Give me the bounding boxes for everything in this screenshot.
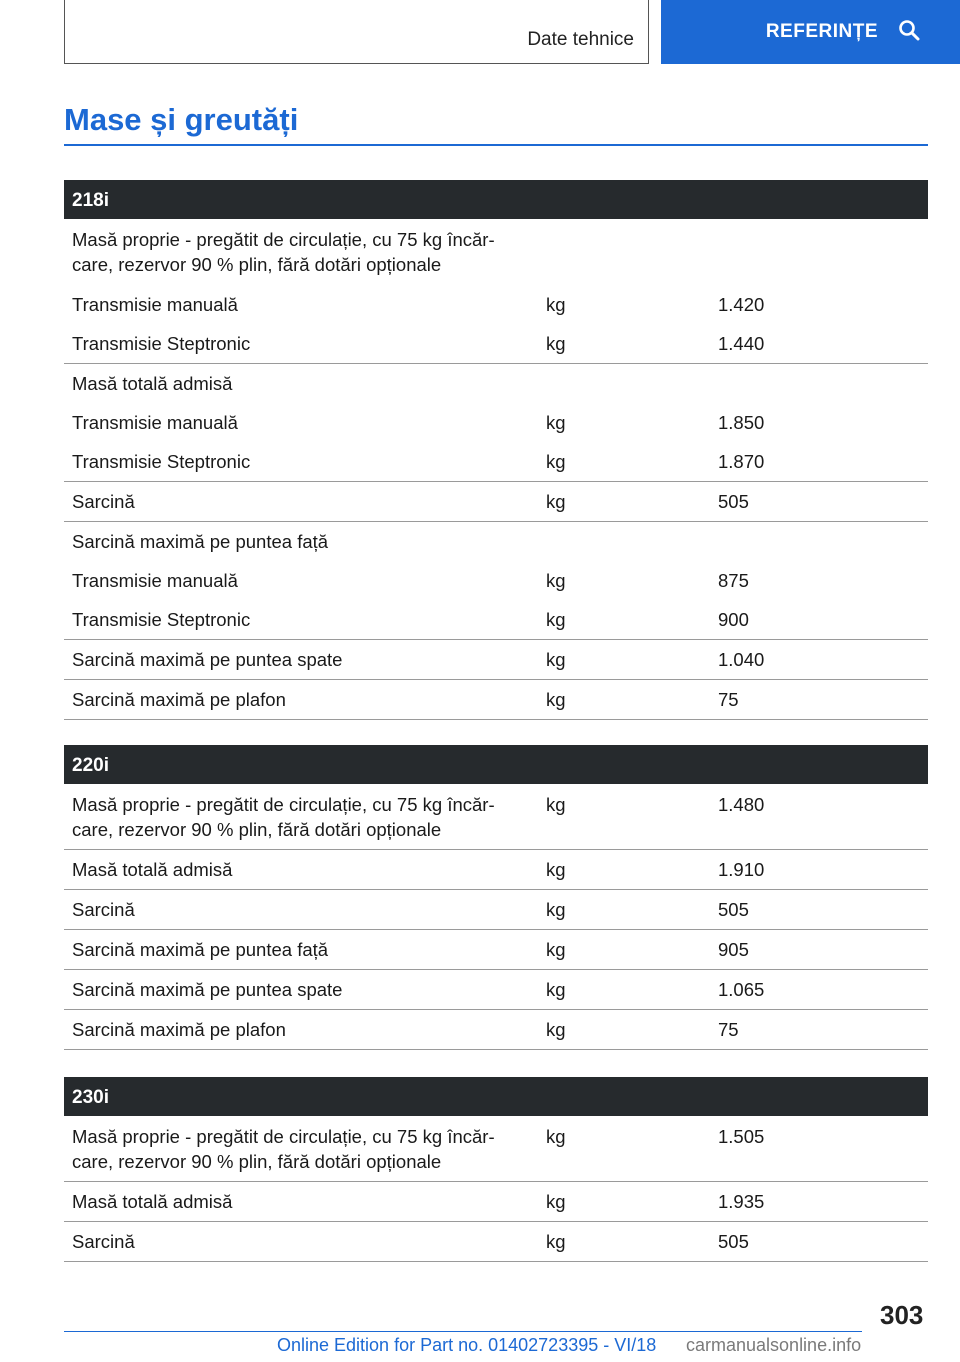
- row-value: 505: [718, 1231, 749, 1252]
- row-unit: kg: [546, 794, 566, 815]
- row-label: Sarcină maximă pe puntea față: [72, 531, 329, 552]
- table-row: [64, 600, 928, 640]
- header-section-title: Date tehnice: [527, 29, 634, 50]
- row-label: Masă proprie - pregătit de circulație, cu 75 kg încăr‐ care, rezervor 90 % plin, fără dotări opționale: [72, 229, 495, 275]
- table-row: [64, 784, 928, 850]
- table-header: 230i: [64, 1077, 928, 1116]
- table-row: [64, 930, 928, 970]
- row-value: 505: [718, 491, 749, 512]
- row-label: Transmisie Steptronic: [72, 451, 251, 472]
- table-row: [64, 1182, 928, 1222]
- table-header: 220i: [64, 745, 928, 784]
- header-section-box: [64, 0, 649, 64]
- table-row: [64, 1010, 928, 1050]
- row-value: 75: [718, 689, 739, 710]
- row-label: Transmisie manuală: [72, 412, 238, 433]
- references-label: REFERINȚE: [765, 21, 878, 42]
- row-unit: kg: [546, 570, 566, 591]
- row-label: Transmisie Steptronic: [72, 609, 251, 630]
- row-label: Sarcină maximă pe puntea spate: [72, 649, 343, 670]
- table-row: [64, 403, 928, 442]
- spec-table-230i: [64, 1077, 928, 1262]
- row-unit: kg: [546, 1019, 566, 1040]
- row-value: 875: [718, 570, 749, 591]
- table-row: [64, 1222, 928, 1262]
- table-row: [64, 970, 928, 1010]
- table-row: [64, 640, 928, 680]
- watermark: carmanualsonline.info: [686, 1335, 862, 1355]
- row-unit: kg: [546, 649, 566, 670]
- row-label: Sarcină: [72, 1231, 135, 1252]
- table-row: [64, 219, 928, 285]
- row-unit: kg: [546, 412, 566, 433]
- spec-table-220i: [64, 745, 928, 1050]
- row-value: 1.910: [718, 859, 765, 880]
- row-value: 1.440: [718, 333, 765, 354]
- row-label: Sarcină maximă pe plafon: [72, 689, 286, 710]
- title-divider: [64, 144, 928, 146]
- row-value: [710, 227, 928, 285]
- table-row: [64, 364, 928, 403]
- row-value: 905: [718, 939, 749, 960]
- row-unit: kg: [546, 1231, 566, 1252]
- row-unit: kg: [546, 979, 566, 1000]
- row-unit: kg: [546, 689, 566, 710]
- row-value: 1.850: [718, 412, 765, 433]
- row-unit: kg: [546, 491, 566, 512]
- row-unit: kg: [546, 333, 566, 354]
- row-value: 1.935: [718, 1191, 765, 1212]
- row-unit: kg: [546, 609, 566, 630]
- row-label: Sarcină maximă pe puntea față: [72, 939, 329, 960]
- row-label: Transmisie Steptronic: [72, 333, 251, 354]
- edition-info: Online Edition for Part no. 01402723395 - VI/18: [277, 1335, 657, 1355]
- row-label: Transmisie manuală: [72, 570, 238, 591]
- row-label: Sarcină: [72, 899, 135, 920]
- search-icon[interactable]: [898, 19, 920, 46]
- row-label: Masă totală admisă: [72, 859, 233, 880]
- row-label: Masă totală admisă: [72, 1191, 233, 1212]
- references-nav-button[interactable]: [661, 0, 960, 64]
- row-unit: kg: [546, 451, 566, 472]
- footer-divider: [64, 1331, 862, 1332]
- row-value: 1.040: [718, 649, 765, 670]
- row-unit: kg: [546, 1191, 566, 1212]
- row-label: Masă proprie - pregătit de circulație, cu 75 kg încăr‐ care, rezervor 90 % plin, fără dotări opționale: [72, 794, 495, 840]
- row-unit: kg: [546, 1126, 566, 1147]
- table-row: [64, 324, 928, 364]
- row-value: 1.505: [718, 1126, 765, 1147]
- row-label: Sarcină maximă pe plafon: [72, 1019, 286, 1040]
- spec-table-218i: [64, 180, 928, 720]
- row-label: Masă totală admisă: [72, 373, 233, 394]
- row-unit: kg: [546, 294, 566, 315]
- table-row: [64, 285, 928, 324]
- row-value: 505: [718, 899, 749, 920]
- row-label: Sarcină: [72, 491, 135, 512]
- table-row: [64, 482, 928, 522]
- row-label: Sarcină maximă pe puntea spate: [72, 979, 343, 1000]
- table-row: [64, 522, 928, 561]
- table-row: [64, 1116, 928, 1182]
- table-row: [64, 680, 928, 720]
- row-value: 1.420: [718, 294, 765, 315]
- table-row: [64, 850, 928, 890]
- row-label: Transmisie manuală: [72, 294, 238, 315]
- table-row: [64, 442, 928, 482]
- row-label: Masă proprie - pregătit de circulație, cu 75 kg încăr‐ care, rezervor 90 % plin, fără dotări opționale: [72, 1126, 495, 1172]
- table-row: [64, 561, 928, 600]
- row-unit: [538, 227, 710, 285]
- row-value: 900: [718, 609, 749, 630]
- row-unit: kg: [546, 939, 566, 960]
- table-row: [64, 890, 928, 930]
- row-unit: kg: [546, 899, 566, 920]
- row-value: 1.480: [718, 794, 765, 815]
- table-header: 218i: [64, 180, 928, 219]
- row-value: 1.065: [718, 979, 765, 1000]
- row-unit: kg: [546, 859, 566, 880]
- page-number: 303: [880, 1300, 924, 1330]
- row-value: 1.870: [718, 451, 765, 472]
- page-title: Mase și greutăți: [64, 102, 299, 137]
- row-value: 75: [718, 1019, 739, 1040]
